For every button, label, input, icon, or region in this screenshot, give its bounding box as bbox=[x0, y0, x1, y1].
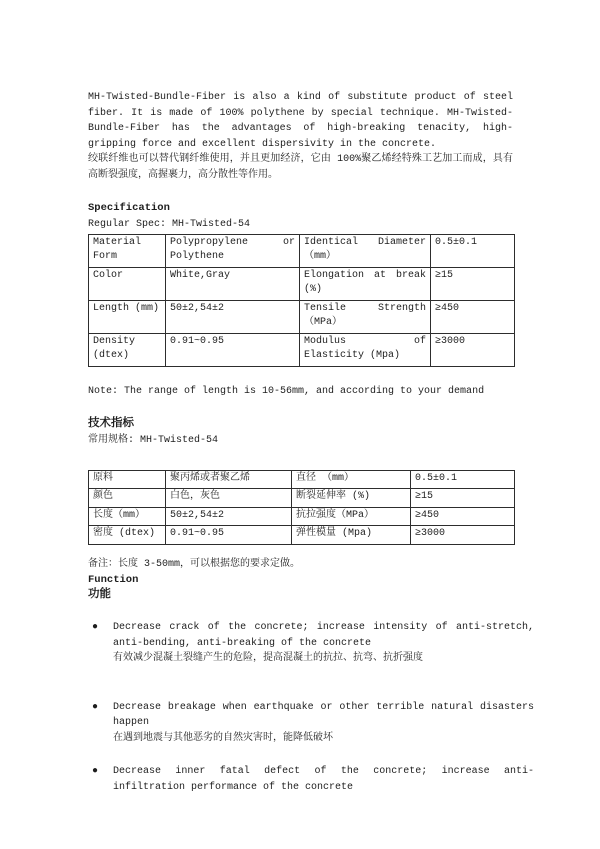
table-cell: 弹性模量 (Mpa) bbox=[292, 526, 411, 545]
table-cell: 直径 （mm） bbox=[292, 470, 411, 489]
table-cell: Density (dtex) bbox=[89, 334, 166, 367]
bullet-text-zh: 在遇到地震与其他恶劣的自然灾害时，能降低破坏 bbox=[113, 732, 333, 744]
table-cell: Polypropylene or Polythene bbox=[166, 235, 300, 268]
bullet-text-zh: 有效减少混凝土裂缝产生的危险，提高混凝土的抗拉、抗弯、抗折强度 bbox=[113, 653, 423, 664]
table-cell: 断裂延伸率 (%) bbox=[292, 489, 411, 508]
table-cell: 颜色 bbox=[89, 489, 166, 508]
table-row bbox=[89, 235, 515, 268]
table-row bbox=[89, 334, 515, 367]
table-cell: ≥15 bbox=[431, 268, 515, 301]
table-cell: Elongation at break (%) bbox=[300, 268, 431, 301]
table-cell: 0.91~0.95 bbox=[166, 334, 300, 367]
remark-line: 备注：长度 3-50mm，可以根据您的要求定做。 bbox=[88, 558, 301, 570]
table-cell: ≥450 bbox=[431, 301, 515, 334]
bullet-icon: ● bbox=[92, 622, 99, 633]
function-bullet bbox=[92, 700, 534, 747]
bullet-icon: ● bbox=[92, 701, 99, 713]
table-cell: 长度（mm） bbox=[89, 507, 166, 526]
table-cell: 50±2,54±2 bbox=[166, 301, 300, 334]
table-cell: ≥15 bbox=[411, 489, 515, 508]
table-row bbox=[89, 489, 515, 508]
table-cell: 聚丙烯或者聚乙烯 bbox=[166, 470, 292, 489]
table-row bbox=[89, 268, 515, 301]
common-spec-line: 常用规格: MH-Twisted-54 bbox=[88, 434, 219, 446]
table-cell: Identical Diameter （mm） bbox=[300, 235, 431, 268]
table-cell: 0.5±0.1 bbox=[431, 235, 515, 268]
table-cell: 0.5±0.1 bbox=[411, 470, 515, 489]
table-cell: 白色，灰色 bbox=[166, 489, 292, 508]
table-cell: White,Gray bbox=[166, 268, 300, 301]
intro-paragraph-zh: 绞联纤维也可以替代钢纤维使用，并且更加经济，它由 100%聚乙烯经特殊工艺加工而成，具有高断裂强度，高握裹力，高分散性等作用。 bbox=[88, 154, 513, 181]
table-cell: Color bbox=[89, 268, 166, 301]
tech-spec-heading: 技术指标 bbox=[88, 416, 134, 430]
table-cell: Length (mm) bbox=[89, 301, 166, 334]
table-cell: 抗拉强度（MPa） bbox=[292, 507, 411, 526]
table-row bbox=[89, 507, 515, 526]
table-cell: 0.91~0.95 bbox=[166, 526, 292, 545]
function-heading-en: Function bbox=[88, 574, 139, 586]
bullet-icon: ● bbox=[92, 766, 99, 777]
table-row bbox=[89, 301, 515, 334]
function-heading-zh: 功能 bbox=[88, 588, 111, 601]
function-bullet bbox=[92, 764, 534, 795]
bullet-text-en: Decrease breakage when earthquake or other terrible natural disasters happen bbox=[113, 701, 534, 728]
table-cell: Material Form bbox=[89, 235, 166, 268]
table-cell: 密度 (dtex) bbox=[89, 526, 166, 545]
table-row bbox=[89, 470, 515, 489]
spec-table-zh bbox=[88, 470, 515, 545]
intro-paragraph-en: MH-Twisted-Bundle-Fiber is also a kind of substitute product of steel fiber. It is made of 100% polythene by special technique. MH-Twisted-Bundle-Fiber has the advantages of high-breaking tenacity, high-gripping force and excellent dispersivity in the concrete. bbox=[88, 92, 513, 150]
regular-spec-line: Regular Spec: MH-Twisted-54 bbox=[88, 219, 251, 230]
spec-table-en bbox=[88, 234, 515, 367]
table-cell: ≥3000 bbox=[411, 526, 515, 545]
table-cell: Tensile Strength （MPa） bbox=[300, 301, 431, 334]
bullet-text-en: Decrease inner fatal defect of the concrete; increase anti-infiltration performance of the concrete bbox=[113, 766, 534, 793]
function-list bbox=[88, 620, 534, 795]
table-cell: ≥3000 bbox=[431, 334, 515, 367]
note-line: Note: The range of length is 10-56mm, and according to your demand bbox=[88, 386, 485, 397]
bullet-text-en: Decrease crack of the concrete; increase intensity of anti-stretch, anti-bending, anti-breaking of the concrete bbox=[113, 622, 534, 649]
function-bullet bbox=[92, 620, 534, 667]
table-row bbox=[89, 526, 515, 545]
table-cell: Modulus of Elasticity (Mpa) bbox=[300, 334, 431, 367]
table-cell: ≥450 bbox=[411, 507, 515, 526]
table-cell: 原料 bbox=[89, 470, 166, 489]
specification-heading: Specification bbox=[88, 202, 170, 214]
table-cell: 50±2,54±2 bbox=[166, 507, 292, 526]
